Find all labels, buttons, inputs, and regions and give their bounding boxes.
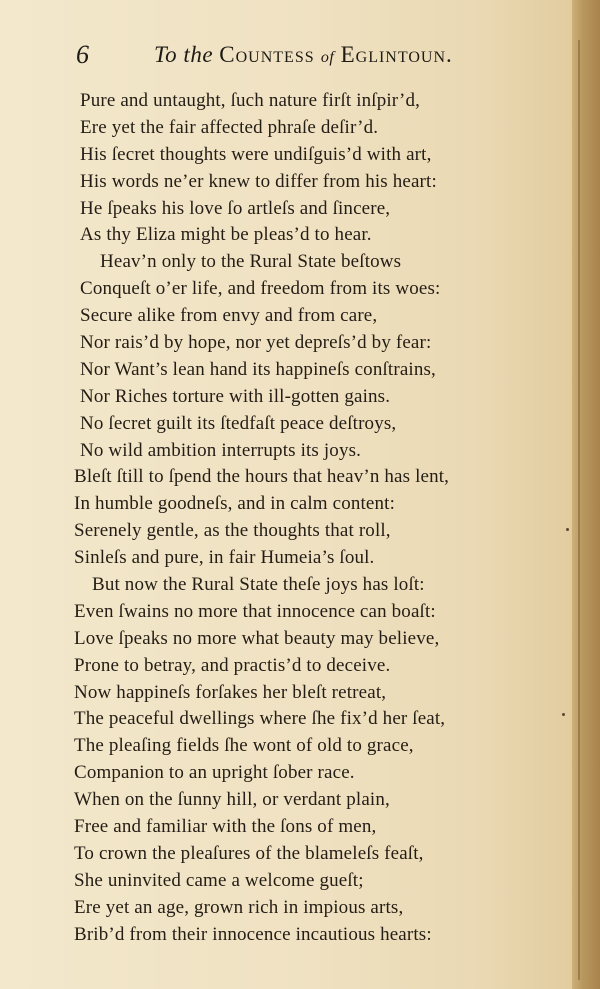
poem-line: Sinleſs and pure, in fair Humeia’s ſoul. — [74, 547, 375, 569]
running-title — [154, 42, 453, 68]
poem-line: Bleſt ſtill to ſpend the hours that heav’n has lent, — [74, 466, 450, 488]
poem-line: Heav’n only to the Rural State beſtows — [100, 251, 402, 273]
poem-line: In humble goodneſs, and in calm content: — [74, 493, 396, 515]
poem-line: Ere yet an age, grown rich in impious arts, — [74, 896, 404, 918]
ink-speck — [566, 528, 569, 531]
poem-line: Even ſwains no more that innocence can boaſt: — [74, 600, 436, 622]
poem-line: No ſecret guilt its ſtedfaſt peace deſtroys, — [80, 412, 397, 434]
poem-line: Secure alike from envy and from care, — [80, 305, 378, 327]
ink-speck — [562, 713, 565, 716]
poem-line: No wild ambition interrupts its joys. — [80, 439, 362, 461]
poem-line: Companion to an upright ſober race. — [74, 762, 355, 784]
poem-line: The pleaſing fields ſhe wont of old to grace, — [74, 735, 414, 757]
page-number: 6 — [76, 40, 89, 69]
poem-line: But now the Rural State theſe joys has loſt: — [92, 574, 425, 596]
page-edge — [572, 0, 600, 989]
running-header — [76, 40, 556, 76]
title-to-the: To the — [154, 42, 214, 67]
poem-line: Nor Want’s lean hand its happineſs conſtrains, — [80, 358, 436, 380]
poem-line: Nor rais’d by hope, nor yet depreſs’d by fear: — [80, 332, 432, 354]
poem-line: His ſecret thoughts were undiſguis’d with art, — [80, 143, 432, 165]
poem-text — [60, 88, 550, 949]
poem-line: Serenely gentle, as the thoughts that roll, — [74, 520, 391, 542]
title-countess: Countess — [219, 42, 315, 67]
poem-line: His words ne’er knew to differ from his heart: — [80, 170, 437, 192]
poem-line: Now happineſs forſakes her bleſt retreat, — [74, 681, 387, 703]
poem-line: When on the ſunny hill, or verdant plain, — [74, 789, 390, 811]
poem-line: Ere yet the fair affected phraſe deſir’d. — [80, 116, 379, 138]
poem-line: He ſpeaks his love ſo artleſs and ſincere, — [80, 197, 391, 219]
page-edge-shadow — [578, 40, 580, 980]
poem-line: Brib’d from their innocence incautious hearts: — [74, 923, 432, 945]
poem-line: Love ſpeaks no more what beauty may believe, — [74, 627, 440, 649]
title-of: of — [320, 49, 335, 66]
poem-line: Nor Riches torture with ill-gotten gains. — [80, 385, 391, 407]
poem-line: Prone to betray, and practis’d to deceive. — [74, 654, 391, 676]
poem-line: Free and familiar with the ſons of men, — [74, 816, 377, 838]
poem-line: She uninvited came a welcome gueſt; — [74, 869, 364, 891]
title-eglintoun: Eglintoun. — [340, 42, 453, 67]
poem-line: To crown the pleaſures of the blameleſs feaſt, — [74, 842, 424, 864]
poem-line: Conqueſt o’er life, and freedom from its woes: — [80, 278, 441, 300]
poem-line: As thy Eliza might be pleas’d to hear. — [80, 224, 372, 246]
poem-line: The peaceful dwellings where ſhe fix’d her ſeat, — [74, 708, 446, 730]
poem-line: Pure and untaught, ſuch nature firſt inſpir’d, — [80, 90, 421, 111]
